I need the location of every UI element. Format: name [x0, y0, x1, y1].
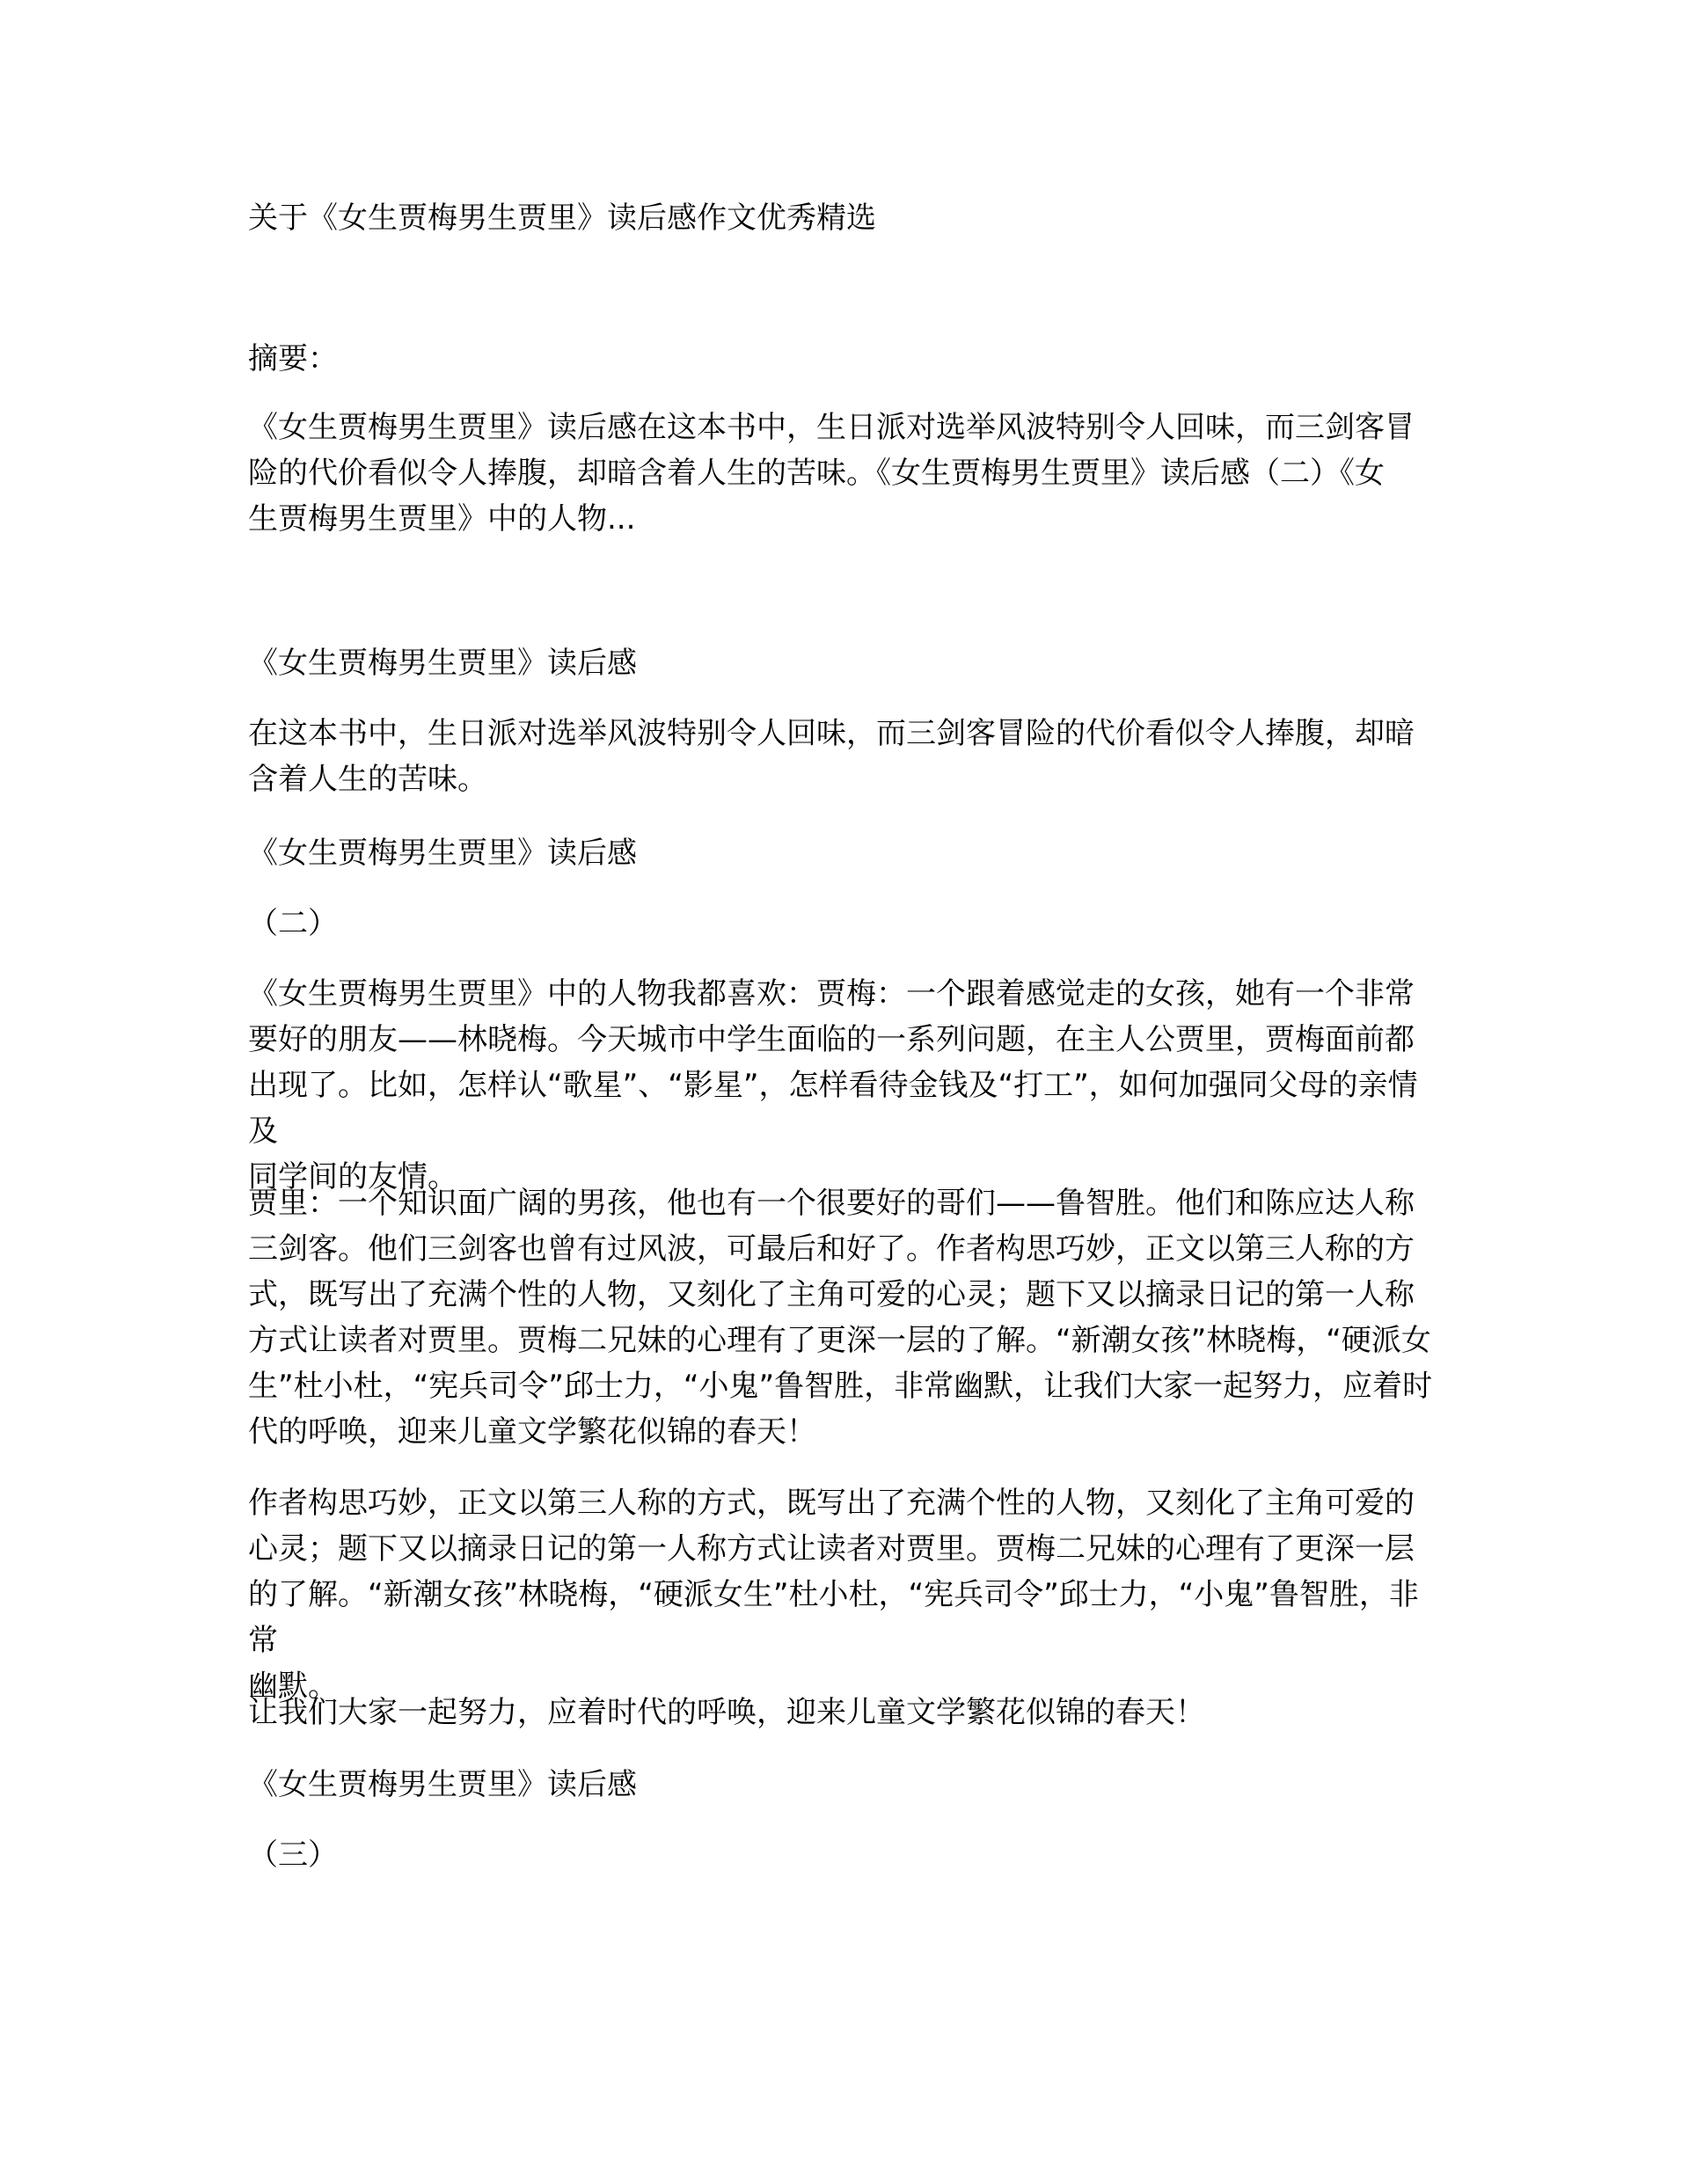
paragraph-line: 的了解。“新潮女孩”林晓梅，“硬派女生”杜小杜，“宪兵司令”邱士力，“小鬼”鲁智胜，非常 [248, 1577, 1419, 1658]
paragraph-line: 心灵；题下又以摘录日记的第一人称方式让读者对贾里。贾梅二兄妹的心理有了更深一层 [248, 1531, 1415, 1567]
paragraph-line: 式，既写出了充满个性的人物，又刻化了主角可爱的心灵；题下又以摘录日记的第一人称 [248, 1277, 1415, 1312]
paragraph-2 [248, 971, 1444, 1200]
paragraph-line: 三剑客。他们三剑客也曾有过风波，可最后和好了。作者构思巧妙，正文以第三人称的方 [248, 1231, 1415, 1267]
paragraph-line: 同学间的友情。 [248, 1159, 457, 1194]
paragraph-line: 在这本书中，生日派对选举风波特别令人回味，而三剑客冒险的代价看似令人捧腹，却暗 [248, 716, 1415, 751]
abstract-line: 险的代价看似令人捧腹，却暗含着人生的苦味。《女生贾梅男生贾里》读后感（二）《女 [248, 456, 1385, 491]
paragraph-4 [248, 1480, 1444, 1709]
paragraph-line: 贾里：一个知识面广阔的男孩，他也有一个很要好的哥们——鲁智胜。他们和陈应达人称 [248, 1186, 1415, 1221]
paragraph-1 [248, 711, 1415, 802]
paragraph-5: 让我们大家一起努力，应着时代的呼唤，迎来儿童文学繁花似锦的春天！ [248, 1695, 1205, 1730]
section-number-3: （三） [248, 1837, 338, 1873]
paragraph-line: 生”杜小杜，“宪兵司令”邱士力，“小鬼”鲁智胜，非常幽默，让我们大家一起努力，应着时 [248, 1369, 1433, 1404]
section-number-2: （二） [248, 906, 338, 941]
paragraph-line: 出现了。比如，怎样认“歌星”、“影星”，怎样看待金钱及“打工”，如何加强同父母的亲情及 [248, 1068, 1418, 1149]
document-title: 关于《女生贾梅男生贾里》读后感作文优秀精选 [248, 201, 876, 236]
abstract-line: 生贾梅男生贾里》中的人物... [248, 501, 636, 537]
abstract-label: 摘要： [248, 341, 338, 376]
paragraph-line: 要好的朋友——林晓梅。今天城市中学生面临的一系列问题，在主人公贾里，贾梅面前都 [248, 1022, 1415, 1057]
abstract-line: 《女生贾梅男生贾里》读后感在这本书中，生日派对选举风波特别令人回味，而三剑客冒 [248, 410, 1415, 445]
paragraph-line: 作者构思巧妙，正文以第三人称的方式，既写出了充满个性的人物，又刻化了主角可爱的 [248, 1486, 1415, 1521]
paragraph-line: 幽默。 [248, 1669, 338, 1704]
section-heading-2: 《女生贾梅男生贾里》读后感 [248, 836, 637, 871]
paragraph-line: 方式让读者对贾里。贾梅二兄妹的心理有了更深一层的了解。“新潮女孩”林晓梅，“硬派女 [248, 1323, 1431, 1358]
abstract-body [248, 405, 1415, 542]
section-heading-3: 《女生贾梅男生贾里》读后感 [248, 1767, 637, 1802]
paragraph-line: 《女生贾梅男生贾里》中的人物我都喜欢：贾梅：一个跟着感觉走的女孩，她有一个非常 [248, 976, 1415, 1012]
paragraph-line: 代的呼唤，迎来儿童文学繁花似锦的春天！ [248, 1414, 816, 1450]
paragraph-3 [248, 1180, 1432, 1455]
paragraph-line: 含着人生的苦味。 [248, 762, 487, 797]
section-heading-1: 《女生贾梅男生贾里》读后感 [248, 646, 637, 681]
